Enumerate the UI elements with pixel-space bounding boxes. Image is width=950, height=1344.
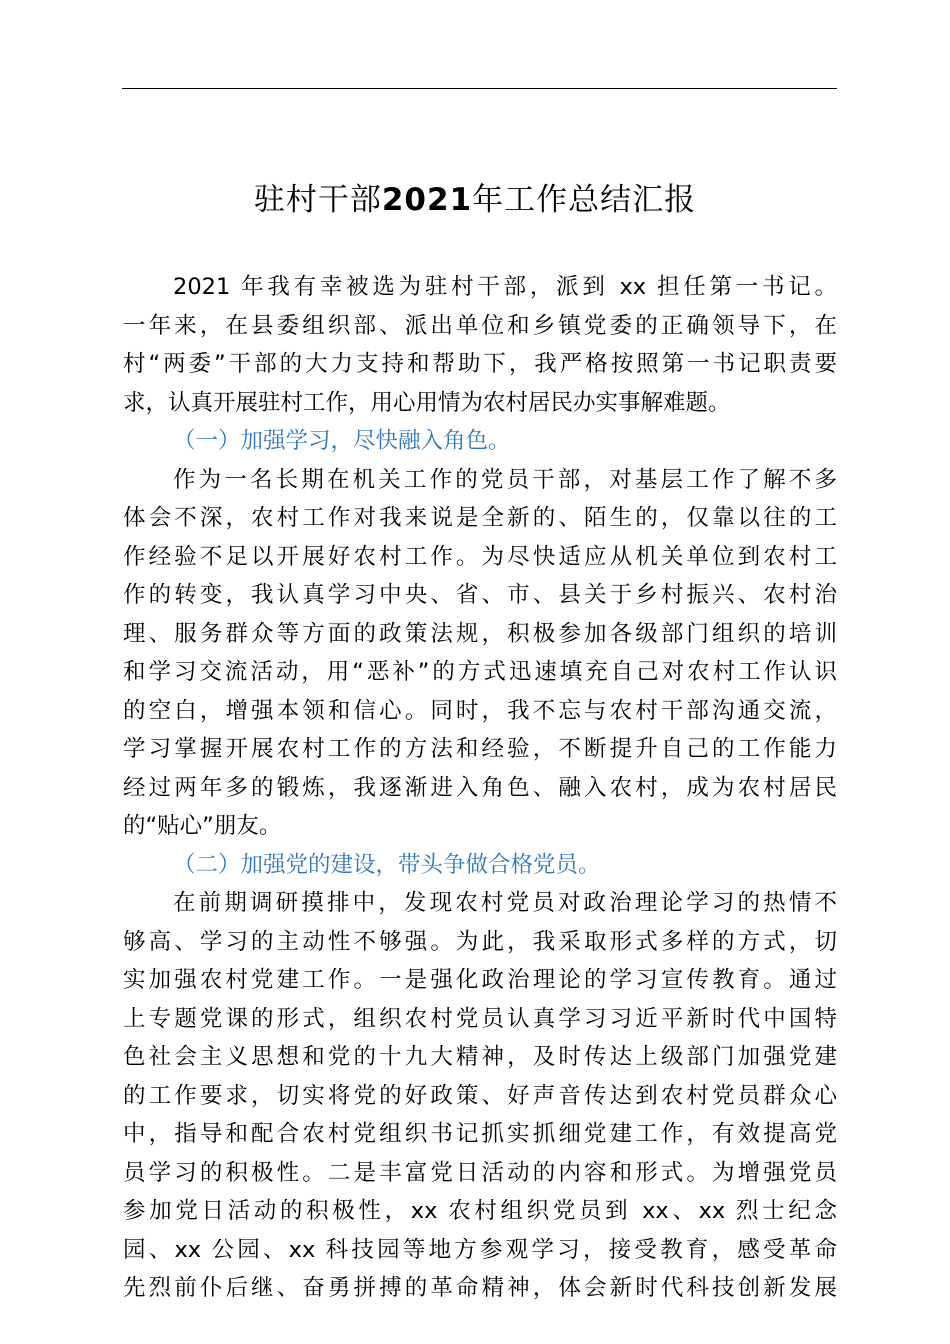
paragraph-line: 的工作要求，切实将党的好政策、好声音传达到农村党员群众心	[123, 1082, 837, 1109]
paragraph-line: 员学习的积极性。二是丰富党日活动的内容和形式。为增强党员	[123, 1159, 837, 1186]
section-2-paragraph	[123, 884, 837, 1308]
paragraph-line: 的空白，增强本领和信心。同时，我不忘与农村干部沟通交流，	[123, 697, 837, 724]
title-year: 2021	[381, 182, 473, 218]
paragraph-line: 作经验不足以开展好农村工作。为尽快适应从机关单位到农村工	[123, 543, 837, 570]
paragraph-line: 园、xx 公园、xx 科技园等地方参观学习，接受教育，感受革命	[123, 1236, 837, 1263]
paragraph-line: 经过两年多的锻炼，我逐渐进入角色、融入农村，成为农村居民	[123, 774, 837, 801]
paragraph-line: 作的转变，我认真学习中央、省、市、县关于乡村振兴、农村治	[123, 582, 837, 608]
paragraph-line: 理、服务群众等方面的政策法规，积极参加各级部门组织的培训	[123, 620, 837, 647]
title-prefix: 驻村干部	[253, 182, 382, 218]
paragraph-line: 的“贴心”朋友。	[123, 813, 282, 839]
paragraph-line: 中，指导和配合农村党组织书记抓实抓细党建工作，有效提高党	[123, 1121, 837, 1147]
intro-paragraph	[123, 268, 837, 422]
paragraph-line: 学习掌握开展农村工作的方法和经验，不断提升自己的工作能力	[123, 736, 837, 762]
paragraph-line: 先烈前仆后继、奋勇拼搏的革命精神，体会新时代科技创新发展	[123, 1275, 837, 1301]
paragraph-line: 2021 年我有幸被选为驻村干部，派到 xx 担任第一书记。	[173, 274, 837, 300]
paragraph-line: 体会不深，农村工作对我来说是全新的、陌生的，仅靠以往的工	[123, 505, 837, 531]
paragraph-line: 在前期调研摸排中，发现农村党员对政治理论学习的热情不	[173, 890, 837, 916]
paragraph-line: 村“两委”干部的大力支持和帮助下，我严格按照第一书记职责要	[123, 351, 837, 377]
section-heading-1: （一）加强学习，尽快融入角色。	[173, 428, 511, 454]
page-title	[0, 176, 950, 224]
title-suffix: 年工作总结汇报	[472, 182, 697, 218]
section-1-paragraph	[123, 461, 837, 846]
paragraph-line: 上专题党课的形式，组织农村党员认真学习习近平新时代中国特	[123, 1005, 837, 1032]
paragraph-line: 一年来，在县委组织部、派出单位和乡镇党委的正确领导下，在	[123, 312, 837, 339]
paragraph-line: 参加党日活动的积极性，xx 农村组织党员到 xx、xx 烈士纪念	[123, 1198, 837, 1224]
header-rule	[122, 88, 837, 89]
paragraph-line: 够高、学习的主动性不够强。为此，我采取形式多样的方式，切	[123, 928, 837, 955]
section-heading-2: （二）加强党的建设，带头争做合格党员。	[173, 851, 601, 878]
paragraph-line: 实加强农村党建工作。一是强化政治理论的学习宣传教育。通过	[123, 967, 837, 993]
document-body	[123, 268, 837, 1308]
paragraph-line: 色社会主义思想和党的十九大精神，及时传达上级部门加强党建	[123, 1044, 837, 1070]
paragraph-line: 求，认真开展驻村工作，用心用情为农村居民办实事解难题。	[123, 389, 731, 416]
paragraph-line: 和学习交流活动，用“恶补”的方式迅速填充自己对农村工作认识	[123, 659, 837, 685]
paragraph-line: 作为一名长期在机关工作的党员干部，对基层工作了解不多	[173, 466, 837, 493]
